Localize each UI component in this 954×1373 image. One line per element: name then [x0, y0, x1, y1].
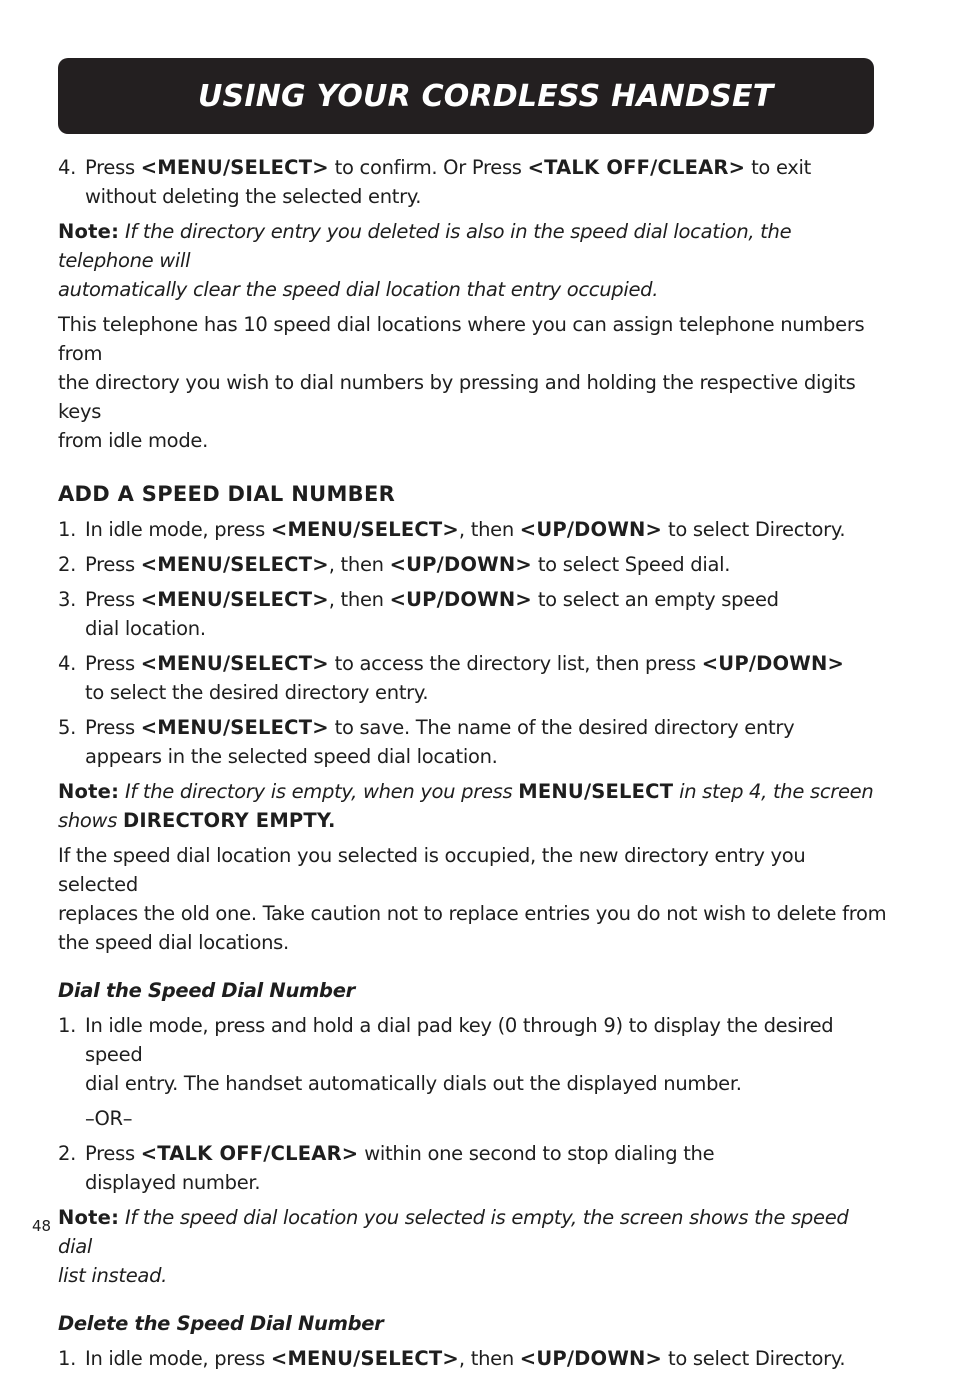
note-auto-clear: Note: If the directory entry you deleted is also in the speed dial location, the telephone will automatically clear the speed dial location that entry occupied.	[58, 220, 792, 301]
intro-paragraph: This telephone has 10 speed dial locations where you can assign telephone numbers from the directory you wish to dial numbers by pressing and holding the respective digits keys from idle mode.	[58, 313, 865, 452]
delete-speed-dial-heading: Delete the Speed Dial Number	[58, 1312, 384, 1335]
note-label: Note:	[58, 1206, 120, 1229]
note-speed-dial-empty: Note: If the speed dial location you selected is empty, the screen shows the speed dial list instead.	[58, 1206, 849, 1287]
add-step-5: 5. Press <MENU/SELECT> to save. The name of the desired directory entry appears in the selected speed dial location.	[58, 716, 795, 768]
page-number: 48	[32, 1217, 52, 1235]
page-content	[58, 153, 888, 1373]
or-separator: –OR–	[85, 1107, 133, 1130]
step-number: 4.	[58, 156, 77, 179]
delete-speed-dial-step-1: 1. In idle mode, press <MENU/SELECT>, then <UP/DOWN> to select Directory.	[58, 1347, 846, 1370]
add-step-2: 2. Press <MENU/SELECT>, then <UP/DOWN> to select Speed dial.	[58, 553, 731, 576]
note-label: Note:	[58, 220, 120, 243]
dial-step-2: 2. Press <TALK OFF/CLEAR> within one second to stop dialing the displayed number.	[58, 1142, 715, 1194]
add-step-1: 1. In idle mode, press <MENU/SELECT>, then <UP/DOWN> to select Directory.	[58, 518, 846, 541]
dial-speed-dial-heading: Dial the Speed Dial Number	[58, 979, 355, 1002]
menu-select-key: <MENU/SELECT>	[140, 156, 329, 179]
section-title: USING YOUR CORDLESS HANDSET	[198, 78, 774, 114]
add-step-4: 4. Press <MENU/SELECT> to access the directory list, then press <UP/DOWN> to select the desired directory entry.	[58, 652, 845, 704]
section-header-bar	[58, 58, 874, 134]
dial-step-1: 1. In idle mode, press and hold a dial pad key (0 through 9) to display the desired speed dial entry. The handset automatically dials out the displayed number.	[58, 1014, 834, 1095]
replace-warning-paragraph: If the speed dial location you selected is occupied, the new directory entry you selected replaces the old one. Take caution not to replace entries you do not wish to delete from the speed dial locations.	[58, 844, 887, 954]
add-speed-dial-heading: ADD A SPEED DIAL NUMBER	[58, 482, 396, 506]
add-step-3: 3. Press <MENU/SELECT>, then <UP/DOWN> to select an empty speed dial location.	[58, 588, 779, 640]
talk-off-clear-key: <TALK OFF/CLEAR>	[527, 156, 746, 179]
delete-step-4: 4. Press <MENU/SELECT> to confirm. Or Press <TALK OFF/CLEAR> to exit without deleting the selected entry.	[58, 153, 888, 211]
note-directory-empty: Note: If the directory is empty, when you press MENU/SELECT in step 4, the screen shows DIRECTORY EMPTY.	[58, 780, 874, 832]
note-label: Note:	[58, 780, 120, 803]
